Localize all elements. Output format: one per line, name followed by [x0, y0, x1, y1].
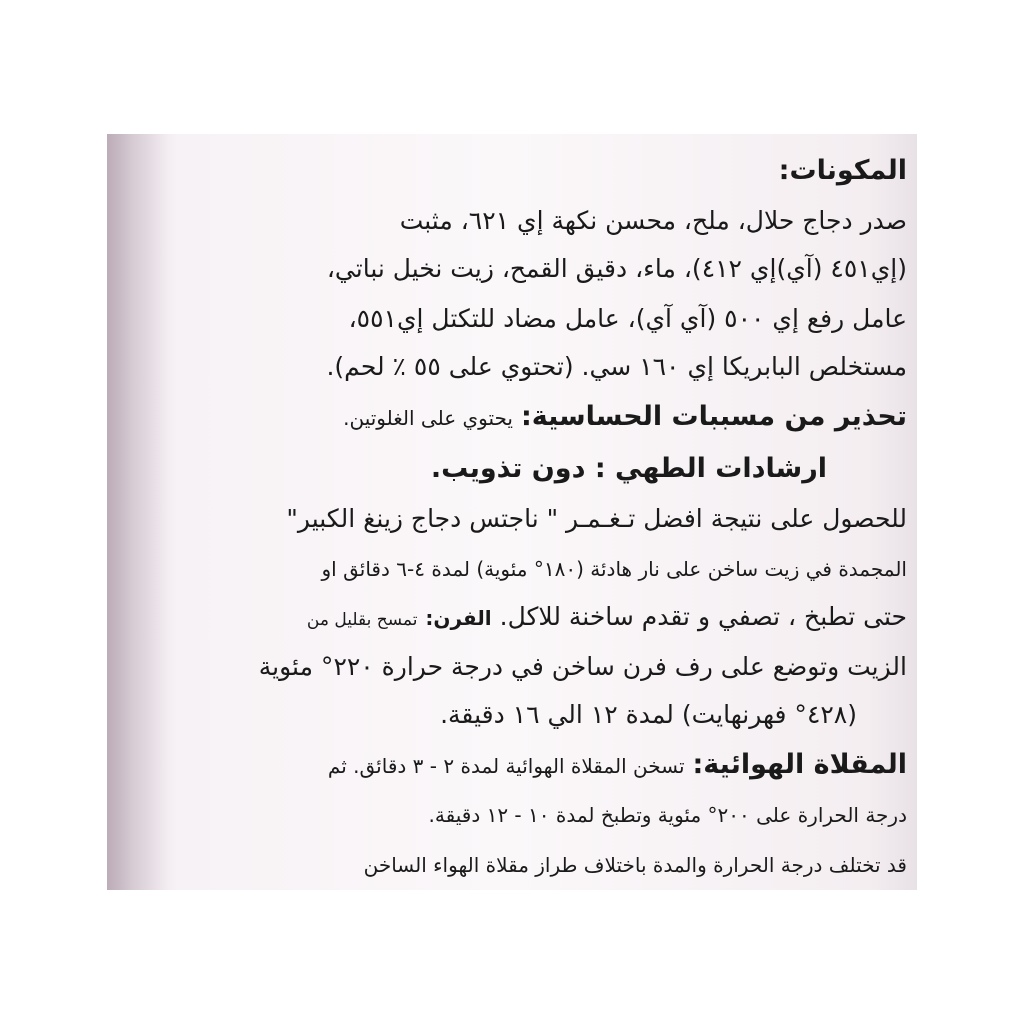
allergen-heading: تحذير من مسببات الحساسية:: [520, 401, 907, 432]
ingredients-line-4: مستخلص البابريكا إي ١٦٠ سي. (تحتوي على ٥٥ ٪ لحم).: [326, 352, 907, 381]
ingredients-line-3: عامل رفع إي ٥٠٠ (آي آي)، عامل مضاد للتكتل إي٥٥١،: [348, 304, 907, 333]
allergen-line: [343, 402, 907, 433]
cooking-heading: ارشادات الطهي : دون تذويب.: [430, 453, 827, 484]
airfryer-line-2: درجة الحرارة على ٢٠٠° مئوية وتطبخ لمدة ١٠ - ١٢ دقيقة.: [428, 803, 907, 827]
ingredients-line-1: صدر دجاج حلال، ملح، محسن نكهة إي ٦٢١، مثبت: [399, 206, 907, 235]
oven-label: الفرن:: [425, 606, 492, 630]
cooking-line-1: للحصول على نتيجة افضل تـغـمـر " ناجتس دجاج زينغ الكبير": [286, 504, 907, 533]
cooking-line-4: الزيت وتوضع على رف فرن ساخن في درجة حرارة ٢٢٠° مئوية: [258, 652, 907, 681]
oven-text: تمسح بقليل من: [306, 610, 418, 630]
cooking-line-3-text: حتى تطبخ ، تصفي و تقدم ساخنة للاكل.: [499, 602, 907, 631]
cooking-line-2: المجمدة في زيت ساخن على نار هادئة (١٨٠° مئوية) لمدة ٤-٦ دقائق او: [321, 557, 907, 581]
photo-frame: [107, 134, 917, 890]
package-fold-shadow: [107, 134, 167, 890]
airfryer-heading: المقلاة الهوائية:: [692, 749, 907, 780]
airfryer-line-1: [328, 750, 907, 781]
cooking-line-5: (٤٢٨° فهرنهايت) لمدة ١٢ الي ١٦ دقيقة.: [440, 700, 857, 729]
allergen-text: يحتوي على الغلوتين.: [343, 406, 513, 430]
airfryer-line-1-text: تسخن المقلاة الهوائية لمدة ٢ - ٣ دقائق. ثم: [327, 754, 685, 778]
ingredients-line-2: (إي٤٥١ (آي)إي ٤١٢)، ماء، دقيق القمح، زيت نخيل نباتي،: [326, 254, 907, 283]
airfryer-line-3: قد تختلف درجة الحرارة والمدة باختلاف طراز مقلاة الهواء الساخن: [363, 853, 907, 877]
ingredients-heading: المكونات:: [778, 155, 907, 186]
cooking-line-3: [307, 602, 907, 635]
